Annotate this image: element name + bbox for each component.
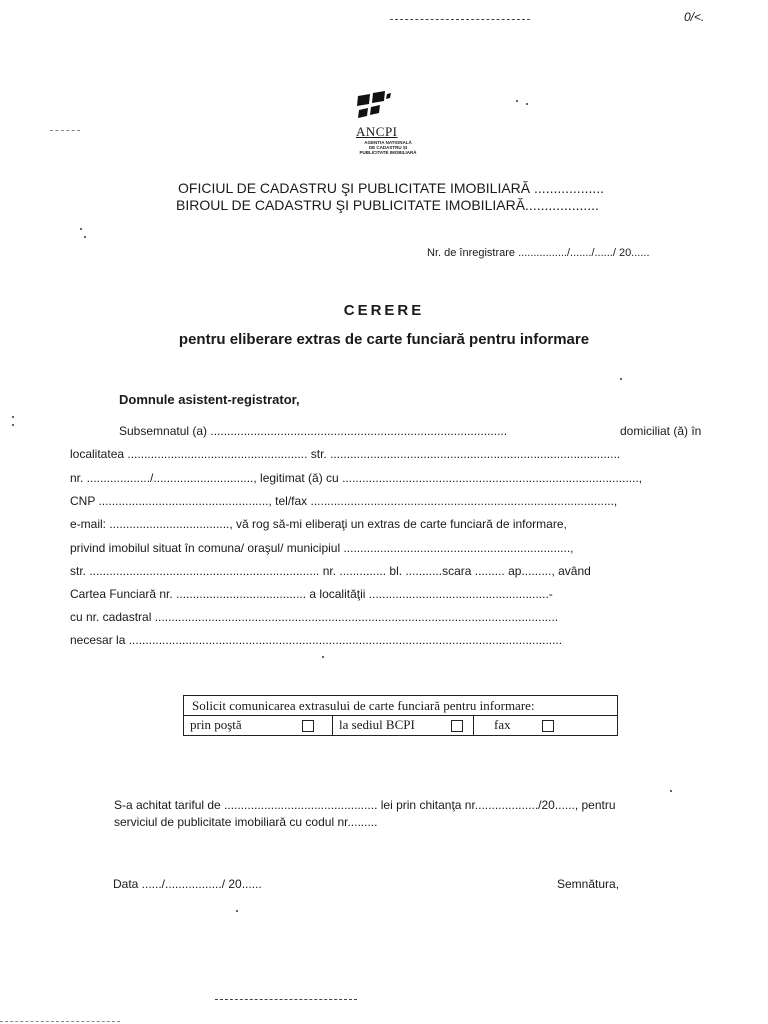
delivery-option-label: prin poştă: [190, 717, 242, 732]
form-line: Cartea Funciară nr. ....................................... a localităţii ......................................................-: [70, 587, 553, 601]
scan-artifact-line: [50, 130, 80, 131]
payment-line: serviciul de publicitate imobiliară cu codul nr.........: [114, 815, 378, 829]
logo-subtitle-line: AGENTIA NATIONALĂ: [364, 140, 412, 145]
delivery-option-fax[interactable]: [474, 716, 616, 735]
scan-speck: [670, 790, 672, 792]
form-line: localitatea ...................................................... str. .......................................................................................: [70, 447, 621, 461]
scan-artifact-line: [390, 19, 530, 20]
scan-speck: [84, 236, 86, 238]
form-line-suffix: domiciliat (ă) în: [620, 424, 702, 438]
checkbox-fax[interactable]: [542, 720, 554, 732]
form-line: necesar la ..................................................................................................................................: [70, 633, 563, 647]
delivery-option-label: la sediul BCPI: [339, 717, 415, 732]
form-line: str. ..................................................................... nr. .............. bl. ...........scara ......... ap........., având: [70, 564, 591, 578]
form-line: Subsemnatul (a) .........................................................................................: [119, 424, 508, 438]
scan-artifact-line: [0, 1021, 120, 1022]
scan-speck: [620, 378, 622, 380]
scan-speck: [516, 100, 518, 102]
form-line: nr. .................../.............................., legitimat (ă) cu .........................................................................................,: [70, 471, 643, 485]
form-line: cu nr. cadastral .........................................................................................................................: [70, 610, 559, 624]
signature-label: Semnătura,: [557, 877, 620, 891]
logo-subtitle-line: DE CADASTRU ȘI: [368, 145, 408, 150]
payment-line: S-a achitat tariful de .............................................. lei prin chitanţa nr.................../20......, pentru: [114, 798, 616, 812]
scan-speck: [12, 424, 14, 426]
scan-speck: [322, 656, 324, 658]
corner-handwritten-note: 0/<.: [684, 10, 705, 24]
delivery-option-office[interactable]: [333, 716, 474, 735]
scan-speck: [80, 228, 82, 230]
page-title: CERERE: [343, 302, 425, 319]
form-line: privind imobilul situat în comuna/ oraşul/ municipiul ....................................................................,: [70, 541, 574, 555]
office-line: OFICIUL DE CADASTRU ŞI PUBLICITATE IMOBILIARĂ ..................: [178, 180, 605, 196]
page-subtitle: pentru eliberare extras de carte funciară pentru informare: [178, 331, 590, 348]
delivery-options-title: Solicit comunicarea extrasului de carte funciară pentru informare:: [192, 698, 535, 713]
scan-speck: [12, 416, 14, 418]
delivery-options-header: [184, 696, 617, 716]
logo-subtitle-line: PUBLICITATE IMOBILIARĂ: [359, 150, 417, 155]
checkbox-office[interactable]: [451, 720, 463, 732]
checkbox-post[interactable]: [302, 720, 314, 732]
registration-number: Nr. de înregistrare ................/......./....../ 20......: [427, 247, 650, 259]
date-field: Data ....../................./ 20......: [113, 877, 262, 891]
logo-wordmark: ANCPI: [356, 124, 398, 139]
delivery-options-table: [183, 695, 618, 736]
ancpi-logo: [346, 90, 428, 160]
delivery-option-label: fax: [494, 717, 511, 732]
delivery-option-post[interactable]: [184, 716, 333, 735]
ancpi-emblem-icon: [354, 90, 394, 126]
bureau-line: BIROUL DE CADASTRU ŞI PUBLICITATE IMOBILIARĂ...................: [176, 197, 599, 213]
salutation: Domnule asistent-registrator,: [119, 392, 300, 407]
form-line: CNP ..................................................., tel/fax ...........................................................................................,: [70, 494, 618, 508]
form-line: e-mail: ...................................., vă rog să-mi eliberaţi un extras de carte funciară de informare,: [70, 517, 567, 531]
logo-subtitle: [350, 140, 426, 155]
scan-speck: [526, 103, 528, 105]
scan-speck: [236, 910, 238, 912]
scan-artifact-line: [215, 999, 357, 1000]
